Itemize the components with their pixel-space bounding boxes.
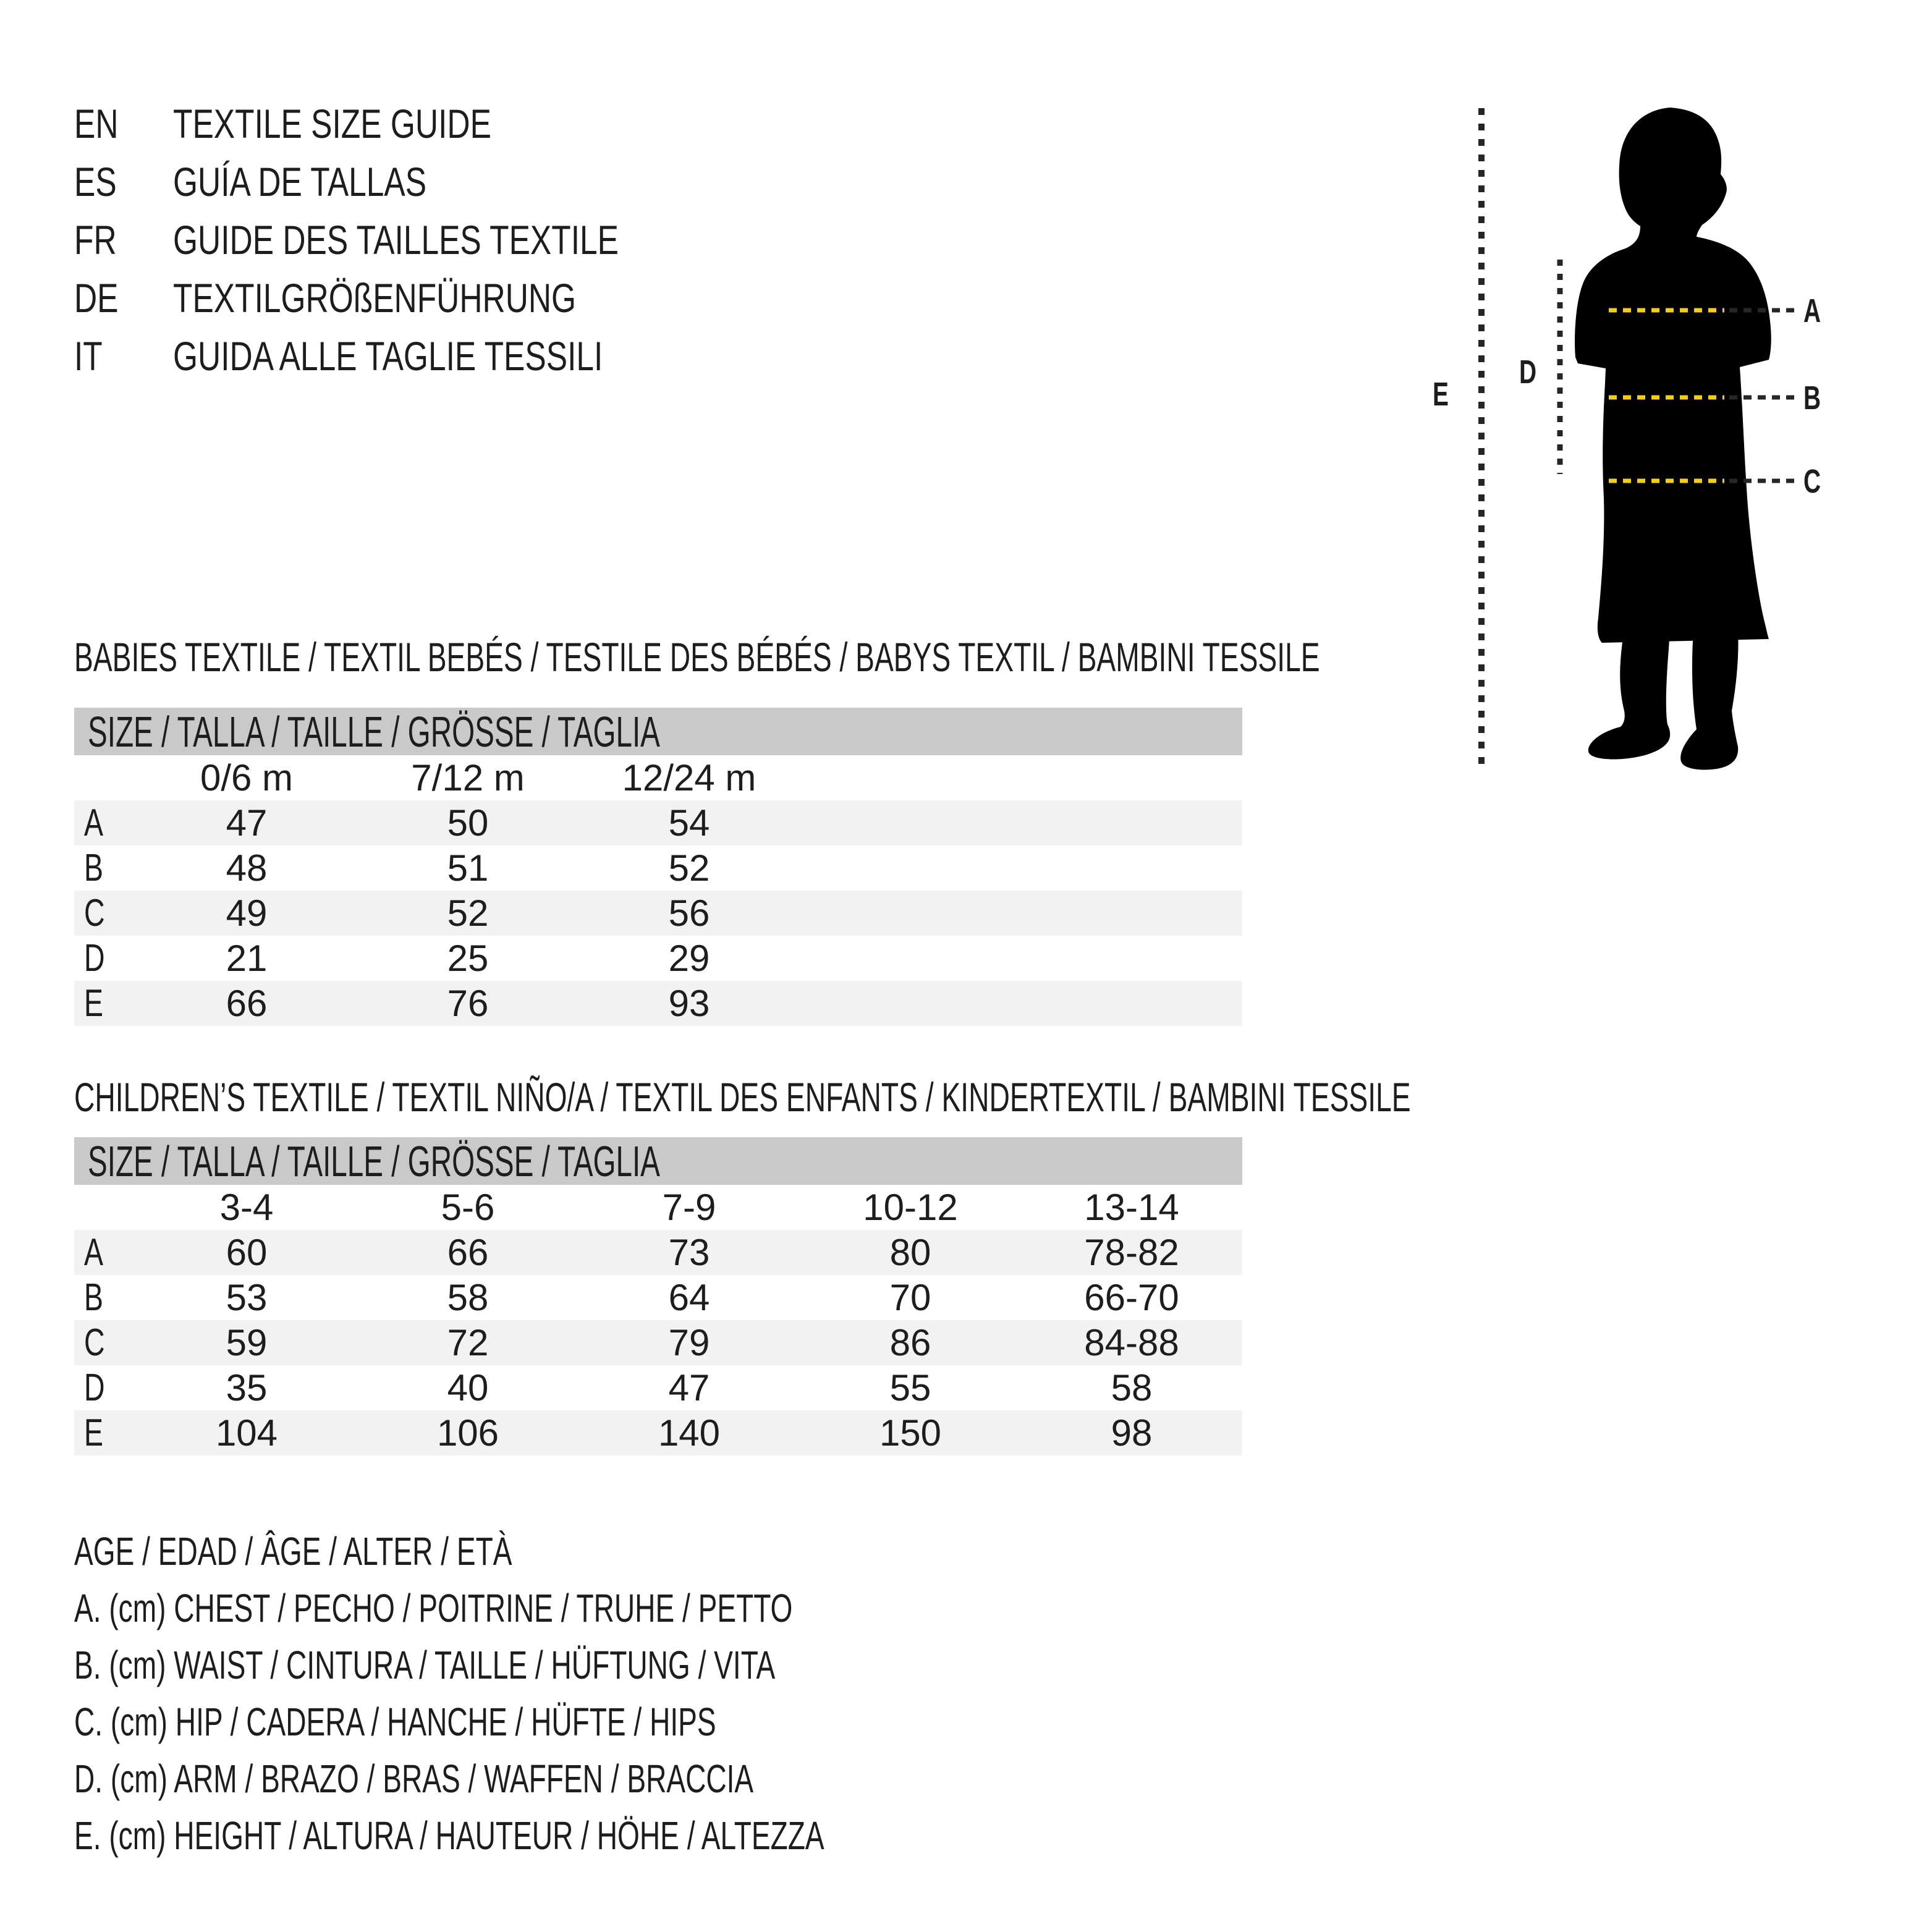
language-headlines <box>74 95 744 385</box>
lang-title-es: GUÍA DE TALLAS <box>173 159 427 205</box>
babies-row-c: C 49 52 56 <box>74 891 1242 936</box>
babies-table-header-band: SIZE / TALLA / TAILLE / GRÖSSE / TAGLIA <box>74 708 1242 755</box>
children-section-title: CHILDREN’S TEXTILE / TEXTIL NIÑO/A / TEXTIL DES ENFANTS / KINDERTEXTIL / BAMBINI TESSILE <box>74 1074 1411 1120</box>
children-row-d: D 35 40 47 55 58 <box>84 1366 1153 1409</box>
figure-label-a: A <box>1803 291 1821 329</box>
babies-col-0-6m: 0/6 m <box>200 757 294 799</box>
silhouette-head-torso <box>1575 108 1771 643</box>
children-row-e: E 104 106 140 150 98 <box>74 1410 1242 1455</box>
lang-title-fr: GUIDE DES TAILLES TEXTILE <box>173 217 619 263</box>
figure-label-d: D <box>1519 352 1537 391</box>
lang-code-de: DE <box>74 275 119 321</box>
lang-title-it: GUIDA ALLE TAGLIE TESSILI <box>173 333 603 379</box>
children-row-b: B 53 58 64 70 66-70 <box>84 1276 1179 1319</box>
measurement-legend <box>74 1523 1116 1864</box>
babies-col-7-12m: 7/12 m <box>411 757 525 799</box>
babies-row-b: B 48 51 52 <box>84 847 710 889</box>
lang-code-it: IT <box>74 333 103 379</box>
lang-code-es: ES <box>74 159 117 205</box>
children-col-3-4: 3-4 <box>219 1187 274 1228</box>
children-row-c: C 59 72 79 86 84-88 <box>74 1320 1242 1365</box>
babies-row-d: D 21 25 29 <box>84 937 710 980</box>
babies-row-a: A 47 50 54 <box>74 800 1242 845</box>
children-table-header-band: SIZE / TALLA / TAILLE / GRÖSSE / TAGLIA <box>74 1137 1242 1185</box>
child-silhouette-diagram <box>1391 93 1860 803</box>
children-col-7-9: 7-9 <box>662 1187 716 1228</box>
measurement-figure <box>1391 93 1860 803</box>
lang-code-fr: FR <box>74 217 117 263</box>
children-column-header-row <box>74 1185 1242 1230</box>
legend-a-chest: A. (cm) CHEST / PECHO / POITRINE / TRUHE / PETTO <box>74 1586 793 1630</box>
figure-label-b: B <box>1803 378 1821 417</box>
legend-age: AGE / EDAD / ÂGE / ALTER / ETÀ <box>74 1529 512 1574</box>
legend-d-arm: D. (cm) ARM / BRAZO / BRAS / WAFFEN / BRACCIA <box>74 1756 754 1801</box>
legend-e-height: E. (cm) HEIGHT / ALTURA / HAUTEUR / HÖHE / ALTEZZA <box>74 1813 824 1858</box>
children-col-13-14: 13-14 <box>1084 1187 1179 1228</box>
headline-de <box>74 269 744 327</box>
children-col-5-6: 5-6 <box>441 1187 495 1228</box>
children-row-a: A 60 66 73 80 78-82 <box>74 1230 1242 1275</box>
children-size-table <box>74 1137 1242 1455</box>
headline-en <box>74 95 744 153</box>
lang-title-en: TEXTILE SIZE GUIDE <box>173 101 491 146</box>
babies-column-header-row <box>74 755 1242 800</box>
legend-b-waist: B. (cm) WAIST / CINTURA / TAILLE / HÜFTUNG / VITA <box>74 1643 776 1687</box>
lang-code-en: EN <box>74 101 119 146</box>
figure-label-c: C <box>1803 462 1821 500</box>
babies-col-12-24m: 12/24 m <box>622 757 756 799</box>
babies-size-table <box>74 708 1242 1026</box>
babies-section-title: BABIES TEXTILE / TEXTIL BEBÉS / TESTILE DES BÉBÉS / BABYS TEXTIL / BAMBINI TESSILE <box>74 634 1320 680</box>
lang-title-de: TEXTILGRÖßENFÜHRUNG <box>173 275 577 321</box>
headline-fr <box>74 211 744 269</box>
figure-label-e: E <box>1433 375 1449 413</box>
children-col-10-12: 10-12 <box>863 1187 958 1228</box>
headline-es <box>74 153 744 211</box>
headline-it <box>74 327 744 385</box>
legend-c-hip: C. (cm) HIP / CADERA / HANCHE / HÜFTE / HIPS <box>74 1700 716 1744</box>
babies-row-e: E 66 76 93 <box>74 981 1242 1026</box>
